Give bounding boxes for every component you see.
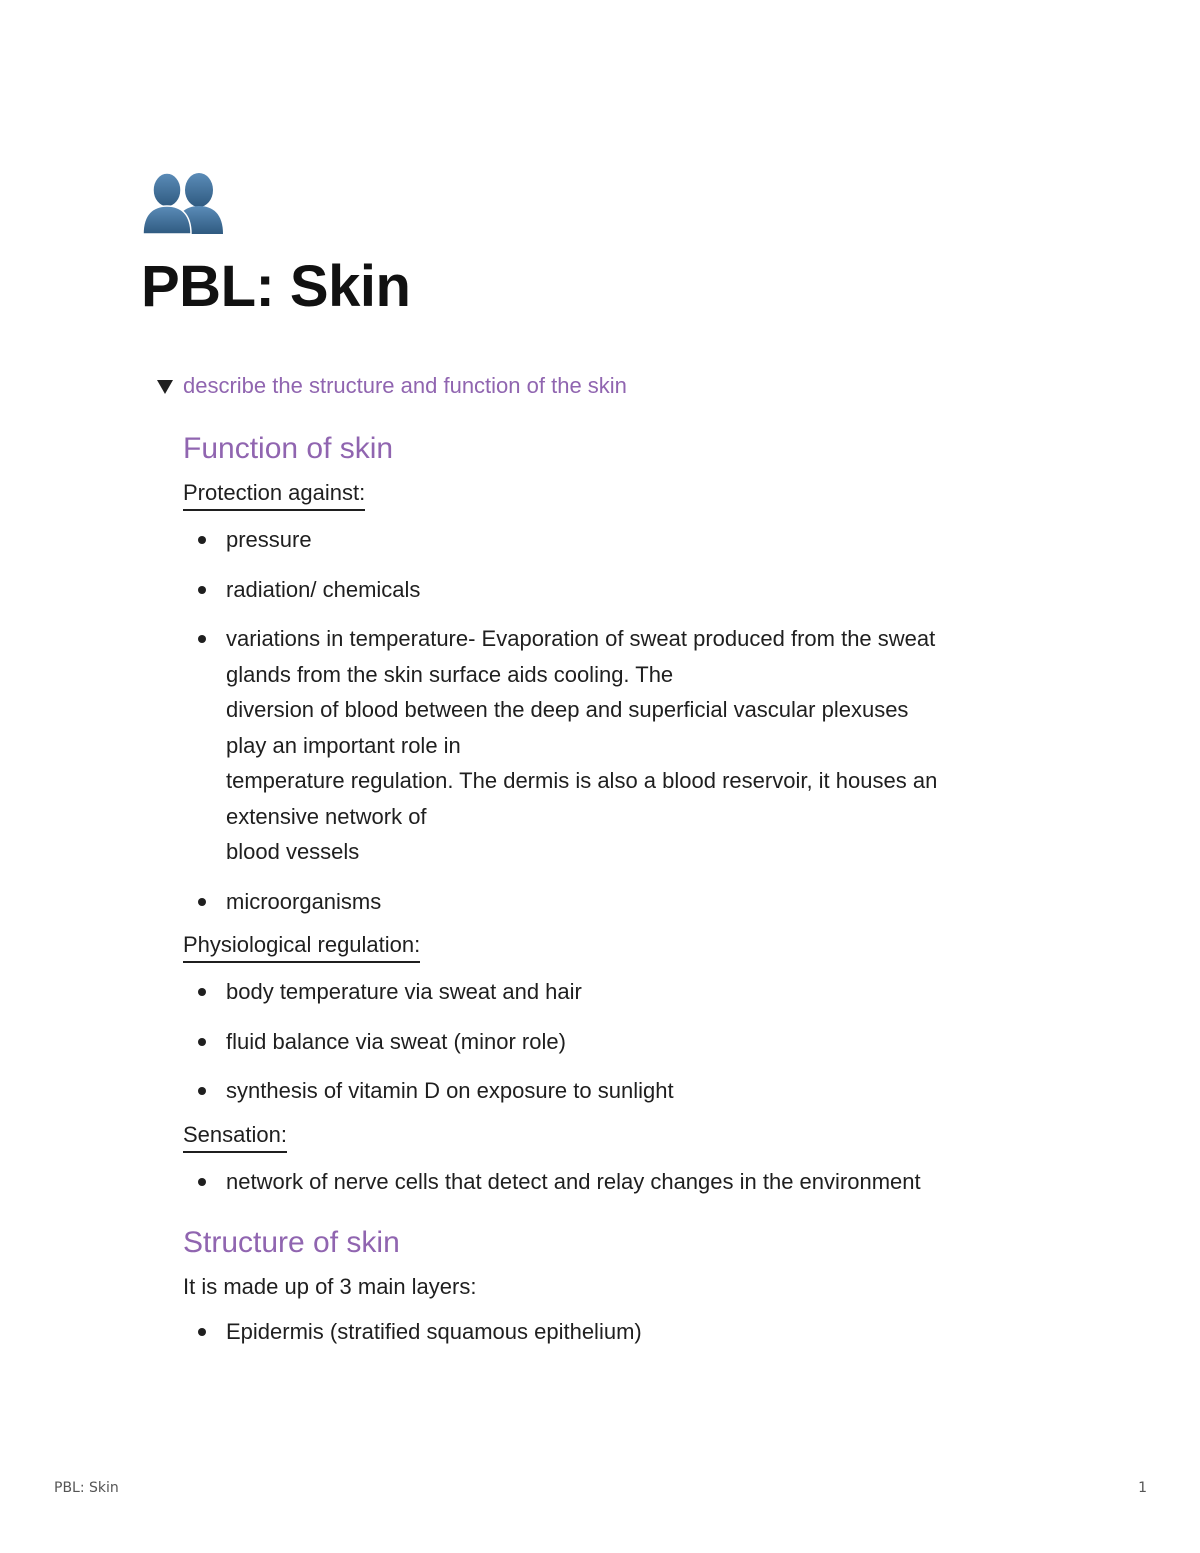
bullet-icon <box>198 988 206 996</box>
list-item: microorganisms <box>183 884 1063 920</box>
bullet-icon <box>198 1038 206 1046</box>
toggle-content <box>183 426 1063 1350</box>
list-item: synthesis of vitamin D on exposure to sunlight <box>183 1073 1063 1109</box>
toggle-block[interactable] <box>155 370 627 402</box>
sensation-list <box>183 1164 1063 1200</box>
physiological-regulation-label: Physiological regulation: <box>183 930 420 963</box>
list-item: body temperature via sweat and hair <box>183 974 1063 1010</box>
bullet-icon <box>198 1178 206 1186</box>
heading-function-of-skin: Function of skin <box>183 432 394 465</box>
toggle-label[interactable]: describe the structure and function of the skin <box>183 373 627 398</box>
protection-label: Protection against: <box>183 478 365 511</box>
footer-page-number: 1 <box>1138 1480 1147 1496</box>
footer-doc-title: PBL: Skin <box>54 1480 119 1496</box>
bullet-icon <box>198 635 206 643</box>
bullet-icon <box>198 536 206 544</box>
list-item: radiation/ chemicals <box>183 572 1063 608</box>
list-item: Epidermis (stratified squamous epithelium) <box>183 1314 1063 1350</box>
list-item: fluid balance via sweat (minor role) <box>183 1024 1063 1060</box>
page-title: PBL: Skin <box>141 254 411 319</box>
sensation-label: Sensation: <box>183 1120 287 1153</box>
bullet-icon <box>198 1328 206 1336</box>
structure-list <box>183 1314 1063 1350</box>
protection-list <box>183 522 1063 919</box>
bullet-icon <box>198 1087 206 1095</box>
list-item: variations in temperature- Evaporation of sweat produced from the sweat glands from the skin surface aids cooling. The diversion of blood between the deep and superficial vascular plexuses play an important role in temperature regulation. The dermis is also a blood reservoir, it houses an extensive network of blood vessels <box>183 621 1063 870</box>
list-item: network of nerve cells that detect and relay changes in the environment <box>183 1164 1063 1200</box>
triangle-down-icon[interactable] <box>155 376 175 396</box>
physiological-list <box>183 974 1063 1109</box>
heading-structure-of-skin: Structure of skin <box>183 1226 400 1259</box>
bullet-icon <box>198 586 206 594</box>
bullet-icon <box>198 898 206 906</box>
structure-intro: It is made up of 3 main layers: <box>183 1274 477 1299</box>
busts-in-silhouette-icon <box>141 168 225 236</box>
list-item: pressure <box>183 522 1063 558</box>
